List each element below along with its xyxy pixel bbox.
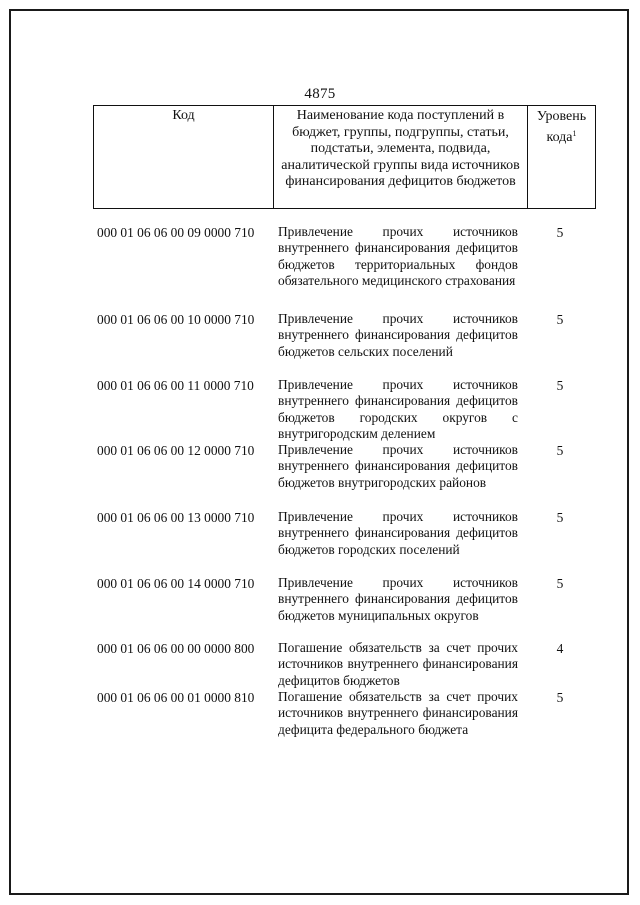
row-description: Привлечение прочих источников внутреннего финансирования дефицитов бюджетов внутригородских районов: [278, 442, 518, 490]
table-row: [0, 509, 640, 575]
table-row: [0, 442, 640, 509]
row-description: Привлечение прочих источников внутреннего финансирования дефицитов бюджетов территориальных фондов обязательного медицинского страхования: [278, 224, 518, 289]
row-code: 000 01 06 06 00 11 0000 710: [97, 378, 254, 393]
table-row: [0, 377, 640, 442]
row-code: 000 01 06 06 00 09 0000 710: [97, 225, 255, 240]
row-description: Погашение обязательств за счет прочих источников внутреннего финансирования дефицитов бюджетов: [278, 640, 518, 688]
row-description: Привлечение прочих источников внутреннего финансирования дефицитов бюджетов муниципальных округов: [278, 575, 518, 623]
header-level: [527, 106, 596, 208]
row-level: 5: [556, 510, 564, 525]
row-code: 000 01 06 06 00 01 0000 810: [97, 690, 255, 705]
row-level: 5: [556, 443, 564, 458]
row-code: 000 01 06 06 00 13 0000 710: [97, 510, 255, 525]
row-description: Погашение обязательств за счет прочих источников внутреннего финансирования дефицита федерального бюджета: [278, 689, 518, 737]
row-description: Привлечение прочих источников внутреннего финансирования дефицитов бюджетов городских поселений: [278, 509, 518, 557]
header-name: Наименование кода поступлений в бюджет, группы, подгруппы, статьи, подстатьи, элемента, подвида, аналитической группы вида источников финансирования дефицитов бюджетов: [273, 106, 527, 208]
table-body: [0, 224, 640, 759]
table-row: [0, 224, 640, 311]
row-description: Привлечение прочих источников внутреннего финансирования дефицитов бюджетов сельских поселений: [278, 311, 518, 359]
page-number: 4875: [304, 86, 336, 102]
row-code: 000 01 06 06 00 00 0000 800: [97, 641, 255, 656]
row-description: Привлечение прочих источников внутреннего финансирования дефицитов бюджетов городских округов с внутригородским делением: [278, 377, 518, 442]
row-code: 000 01 06 06 00 14 0000 710: [97, 576, 255, 591]
row-level: 5: [556, 378, 564, 393]
header-code: Код: [93, 106, 273, 208]
row-level: 4: [556, 641, 564, 656]
row-code: 000 01 06 06 00 12 0000 710: [97, 443, 255, 458]
row-code: 000 01 06 06 00 10 0000 710: [97, 312, 255, 327]
row-level: 5: [556, 576, 564, 591]
row-level: 5: [556, 690, 564, 705]
table-row: [0, 689, 640, 759]
table-row: [0, 575, 640, 640]
header-level-footnote: 1: [572, 129, 577, 138]
table-row: [0, 311, 640, 377]
row-level: 5: [556, 225, 564, 240]
table-header: [93, 105, 596, 209]
table-row: [0, 640, 640, 689]
header-level-label: Уровень кода: [536, 109, 587, 145]
row-level: 5: [556, 312, 564, 327]
